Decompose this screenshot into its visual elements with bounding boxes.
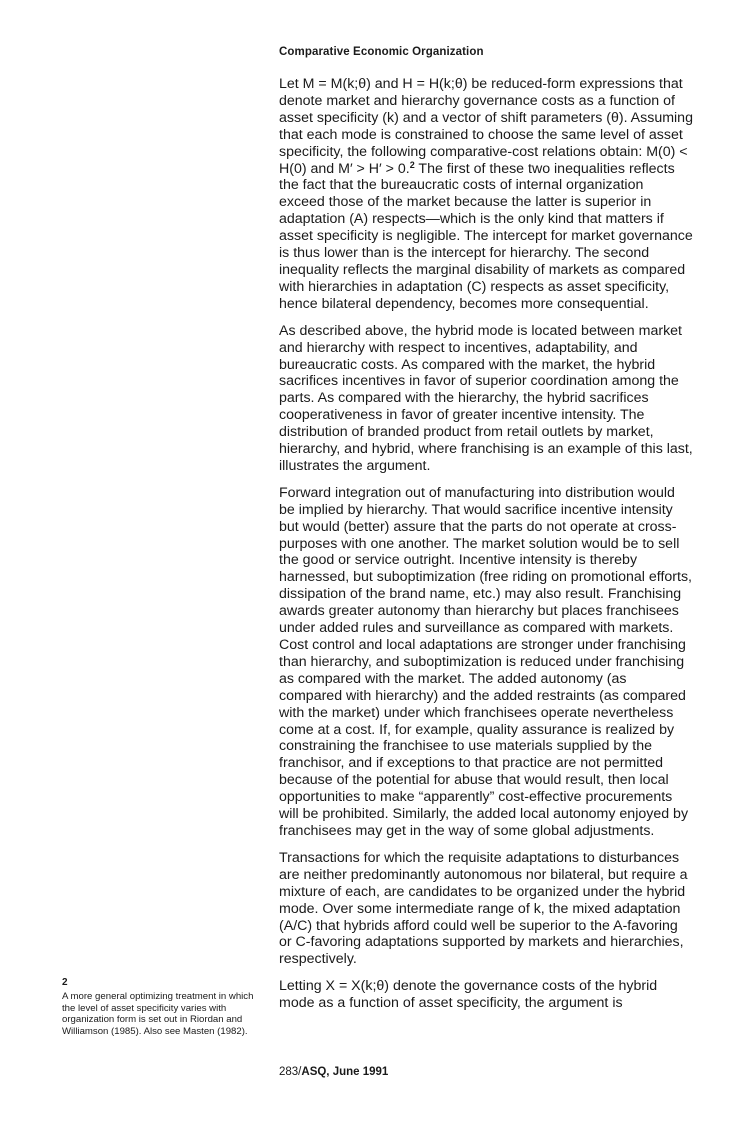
folio-journal: ASQ, June 1991 [301, 1066, 389, 1078]
footnote-text: A more general optimizing treatment in which the level of asset specificity varies with organization form is set out in Riordan and Williamson (1985). Also see Masten (1982). [62, 991, 254, 1037]
paragraph-2: As described above, the hybrid mode is located between market and hierarchy with respect to incentives, adaptability, and bureaucratic costs. As compared with the market, the hybrid sacrifices incentives in favor of superior coordination among the parts. As compared with the hierarchy, the hybrid sacrifices cooperativeness in favor of greater incentive intensity. The distribution of branded product from retail outlets by market, hierarchy, and hybrid, where franchising is an example of this last, illustrates the argument. [279, 322, 693, 474]
paragraph-4: Transactions for which the requisite adaptations to disturbances are neither predominantly autonomous nor bilateral, but require a mixture of each, are candidates to be organized under the hybrid mode. Over some intermediate range of k, the mixed adaptation (A/C) that hybrids afford could well be superior to the A-favoring or C-favoring adaptations supported by markets and hierarchies, respectively. [279, 849, 688, 968]
main-text-column [279, 76, 693, 1022]
footnote-sidenote [62, 977, 262, 1037]
paragraph-3: Forward integration out of manufacturing into distribution would be implied by hierarchy. That would sacrifice incentive intensity but would (better) assure that the parts do not operate at cross-purposes with one another. The market solution would be to sell the good or service outright. Incentive intensity is thereby harnessed, but suboptimization (free riding on promotional efforts, dissipation of the brand name, etc.) may also result. Franchising awards greater autonomy than hierarchy but places franchisees under added rules and surveillance as compared with markets. Cost control and local adaptations are stronger under franchising than hierarchy, and suboptimization is reduced under franchising as compared with the market. The added autonomy (as compared with hierarchy) and the added restraints (as compared with the market) under which franchisees operate nevertheless come at a cost. If, for example, quality assurance is realized by constraining the franchisee to use materials supplied by the franchisor, and if exceptions to that practice are not permitted because of the potential for abuse that would result, then local opportunities to make “apparently” cost-effective procurements will be prohibited. Similarly, the added local autonomy enjoyed by franchisees may get in the way of some global adjustments. [279, 484, 692, 839]
footnote-ref-2[interactable]: 2 [409, 159, 415, 170]
page-folio [279, 1066, 388, 1078]
paragraph-1-after: The first of these two inequalities reflects the fact that the bureaucratic costs of internal organization exceed those of the market because the latter is superior in adaptation (A) respects—which is the only kind that matters if asset specificity is negligible. The intercept for market governance is thus lower than is the intercept for hierarchy. The second inequality reflects the marginal disability of markets as compared with hierarchies in adaptation (C) respects as asset specificity, hence bilateral dependency, becomes more consequential. [279, 160, 693, 312]
footnote-number: 2 [62, 977, 68, 988]
running-header: Comparative Economic Organization [279, 46, 484, 58]
paragraph-1 [279, 76, 693, 313]
paragraph-1-before: Let M = M(k;θ) and H = H(k;θ) be reduced-form expressions that denote market and hierarchy governance costs as a function of asset specificity (k) and a vector of shift parameters (θ). Assuming that each mode is constrained to choose the same level of asset specificity, the following comparative-cost relations obtain: M(0) < H(0) and M′ > H′ > 0. [279, 76, 693, 177]
folio-page-number: 283/ [279, 1066, 302, 1078]
paragraph-5: Letting X = X(k;θ) denote the governance costs of the hybrid mode as a function of asset specificity, the argument is [279, 978, 658, 1012]
